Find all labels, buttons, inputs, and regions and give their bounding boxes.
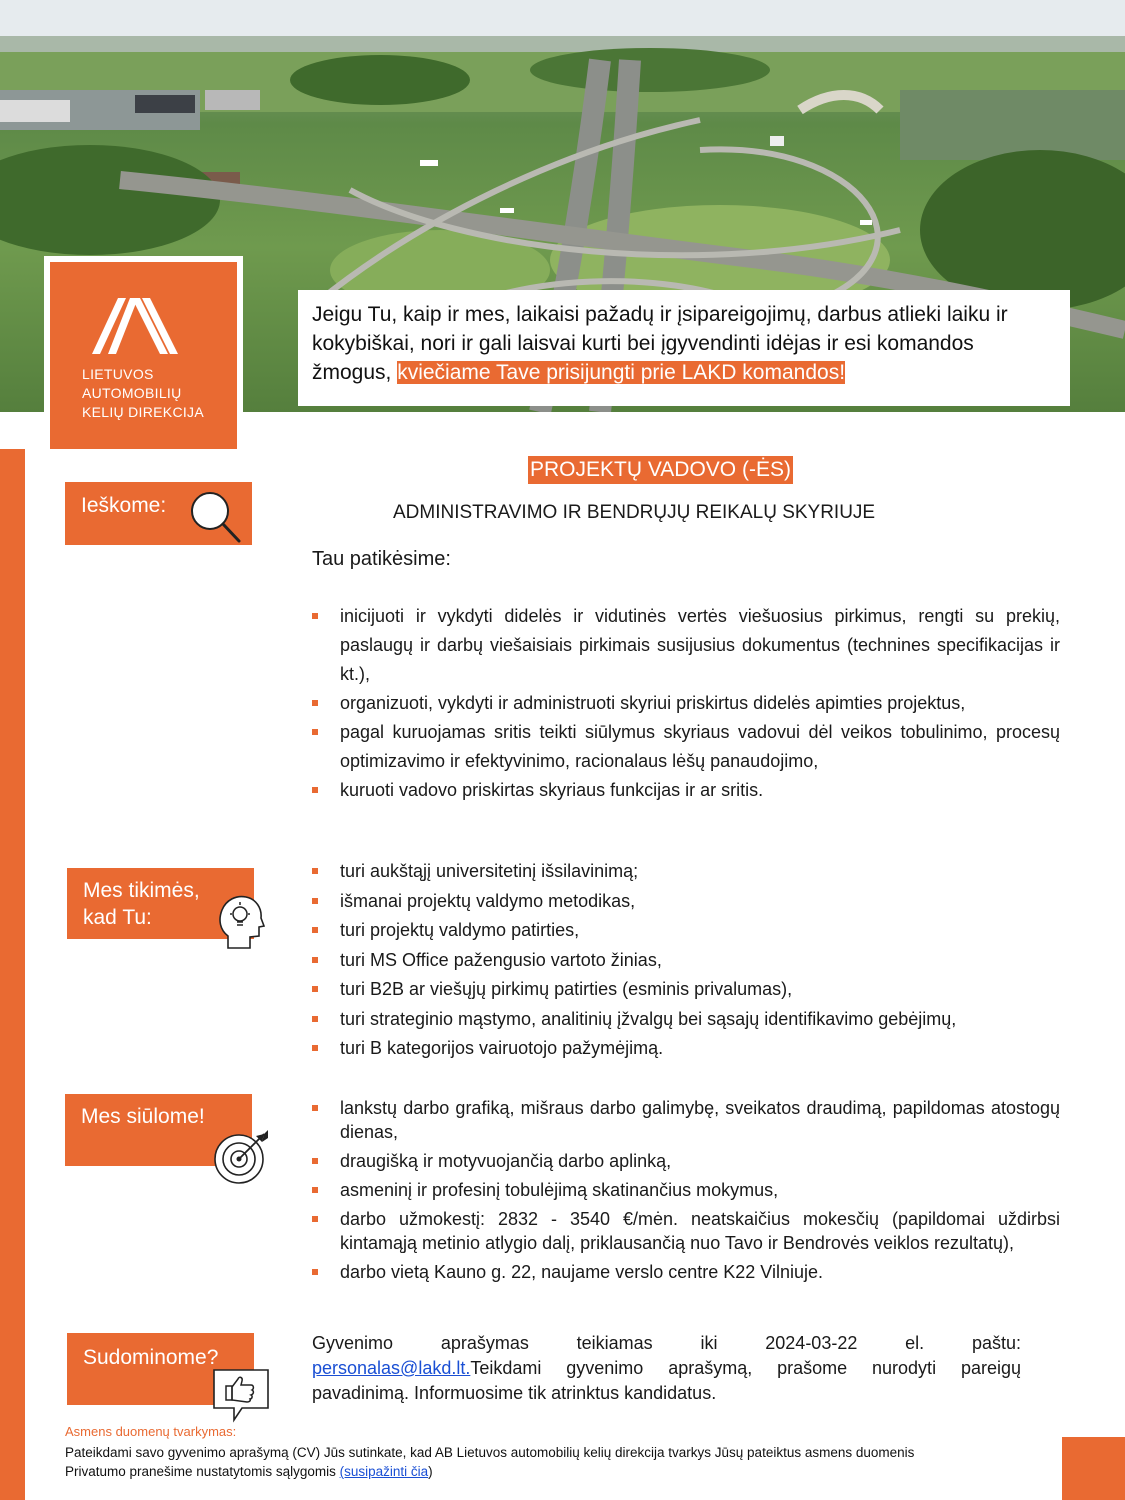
hero-quote-highlight: kviečiame Tave prisijungti prie LAKD komandos! — [397, 361, 846, 384]
logo-wordmark — [82, 365, 204, 422]
list-item: turi B kategorijos vairuotojo pažymėjimą. — [312, 1034, 1060, 1064]
offer-label: Mes siūlome! — [81, 1105, 205, 1128]
target-arrow-icon — [212, 1128, 272, 1188]
privacy-notice — [65, 1443, 914, 1481]
company-logo — [44, 256, 243, 455]
contact-instructions: Teikdami gyvenimo aprašymą, prašome nurodyti pareigų pavadinimą. Informuosime tik atrinktus kandidatus. — [312, 1358, 1021, 1403]
privacy-policy-link[interactable]: (susipažinti čia — [339, 1464, 429, 1479]
logo-line-1: LIETUVOS — [82, 366, 154, 382]
bottom-right-accent-square — [1062, 1437, 1125, 1500]
magnifier-icon — [187, 489, 245, 547]
list-item: turi MS Office pažengusio vartoto žinias, — [312, 946, 1060, 976]
privacy-line-2-text: Privatumo pranešime nustatytomis sąlygomis — [65, 1464, 340, 1479]
list-item: pagal kuruojamas sritis teikti siūlymus skyriaus vadovui dėl veikos tobulinimo, procesų optimizavimo ir efektyvinimo, racionalaus lėšų panaudojimo, — [312, 718, 1060, 776]
offers-list — [312, 1096, 1060, 1289]
list-item: turi B2B ar viešųjų pirkimų patirties (esminis privalumas), — [312, 975, 1060, 1005]
list-item: organizuoti, vykdyti ir administruoti skyriui priskirtus didelės apimties projektus, — [312, 689, 1060, 718]
hero-quote — [298, 290, 1070, 406]
left-accent-bar — [0, 449, 25, 1500]
list-item: darbo užmokestį: 2832 - 3540 €/mėn. neatskaičius mokesčių (papildomai uždirbsi kintamąją metinio atlygio dalį, priklausančią nuo Tavo ir Bendrovės veiklos rezultatų), — [312, 1207, 1060, 1255]
list-item: lankstų darbo grafiką, mišraus darbo galimybę, sveikatos draudimą, papildomas atostogų dienas, — [312, 1096, 1060, 1144]
logo-line-2: AUTOMOBILIŲ — [82, 385, 182, 401]
duties-list — [312, 602, 1060, 805]
hero-quote-text: Jeigu Tu, kaip ir mes, laikaisi pažadų ir įsipareigojimų, darbus atlieki laiku ir kokybiškai, nori ir gali laisvai kurti bei įgyvendinti idėjas ir esi komandos žmogus, — [312, 303, 1008, 384]
list-item: draugišką ir motyvuojančią darbo aplinką, — [312, 1149, 1060, 1173]
list-item: asmeninį ir profesinį tobulėjimą skatinančius mokymus, — [312, 1178, 1060, 1202]
list-item: turi aukštąjį universitetinį išsilavinimą; — [312, 857, 1060, 887]
list-item: kuruoti vadovo priskirtas skyriaus funkcijas ir ar sritis. — [312, 776, 1060, 805]
road-lanes-logo-icon — [82, 296, 182, 356]
privacy-line-1: Pateikdami savo gyvenimo aprašymą (CV) Jūs sutinkate, kad AB Lietuvos automobilių kelių direkcija tvarkys Jūsų pateiktus asmens duomenis — [65, 1445, 915, 1460]
requirements-list — [312, 857, 1060, 1064]
list-item: turi projektų valdymo patirties, — [312, 916, 1060, 946]
contact-deadline: Gyvenimo aprašymas teikiamas iki 2024-03-22 el. paštu: — [312, 1333, 1021, 1353]
email-link[interactable]: personalas@lakd.lt. — [312, 1358, 471, 1378]
logo-line-3: KELIŲ DIREKCIJA — [82, 404, 204, 420]
list-item: inicijuoti ir vykdyti didelės ir vidutinės vertės viešuosius pirkimus, rengti su prekių, paslaugų ir darbų viešaisiais pirkimais susijusius dokumentus (technines specifikacijas ir kt.), — [312, 602, 1060, 689]
list-item: darbo vietą Kauno g. 22, naujame verslo centre K22 Vilniuje. — [312, 1260, 1060, 1284]
thumbs-up-speech-icon — [212, 1368, 272, 1424]
expect-label-line-1: Mes tikimės, — [83, 879, 200, 902]
duties-heading: Tau patikėsime: — [312, 548, 451, 570]
job-title: PROJEKTŲ VADOVO (-ĖS) — [528, 456, 793, 484]
privacy-title: Asmens duomenų tvarkymas: — [65, 1424, 237, 1439]
expect-label-line-2: kad Tu: — [83, 906, 152, 929]
head-lightbulb-icon — [216, 892, 266, 950]
logo-panel — [50, 262, 237, 449]
list-item: turi strateginio mąstymo, analitinių įžvalgų bei sąsajų identifikavimo gebėjimų, — [312, 1005, 1060, 1035]
interested-label: Sudominome? — [83, 1346, 219, 1369]
list-item: išmanai projektų valdymo metodikas, — [312, 887, 1060, 917]
privacy-line-2 — [65, 1462, 914, 1481]
contact-details — [312, 1356, 1021, 1406]
seeking-label: Ieškome: — [81, 494, 167, 517]
contact-paragraph — [312, 1331, 1021, 1406]
privacy-line-2-end: ) — [428, 1464, 433, 1479]
department-name: ADMINISTRAVIMO IR BENDRŲJŲ REIKALŲ SKYRIUJE — [393, 502, 876, 523]
